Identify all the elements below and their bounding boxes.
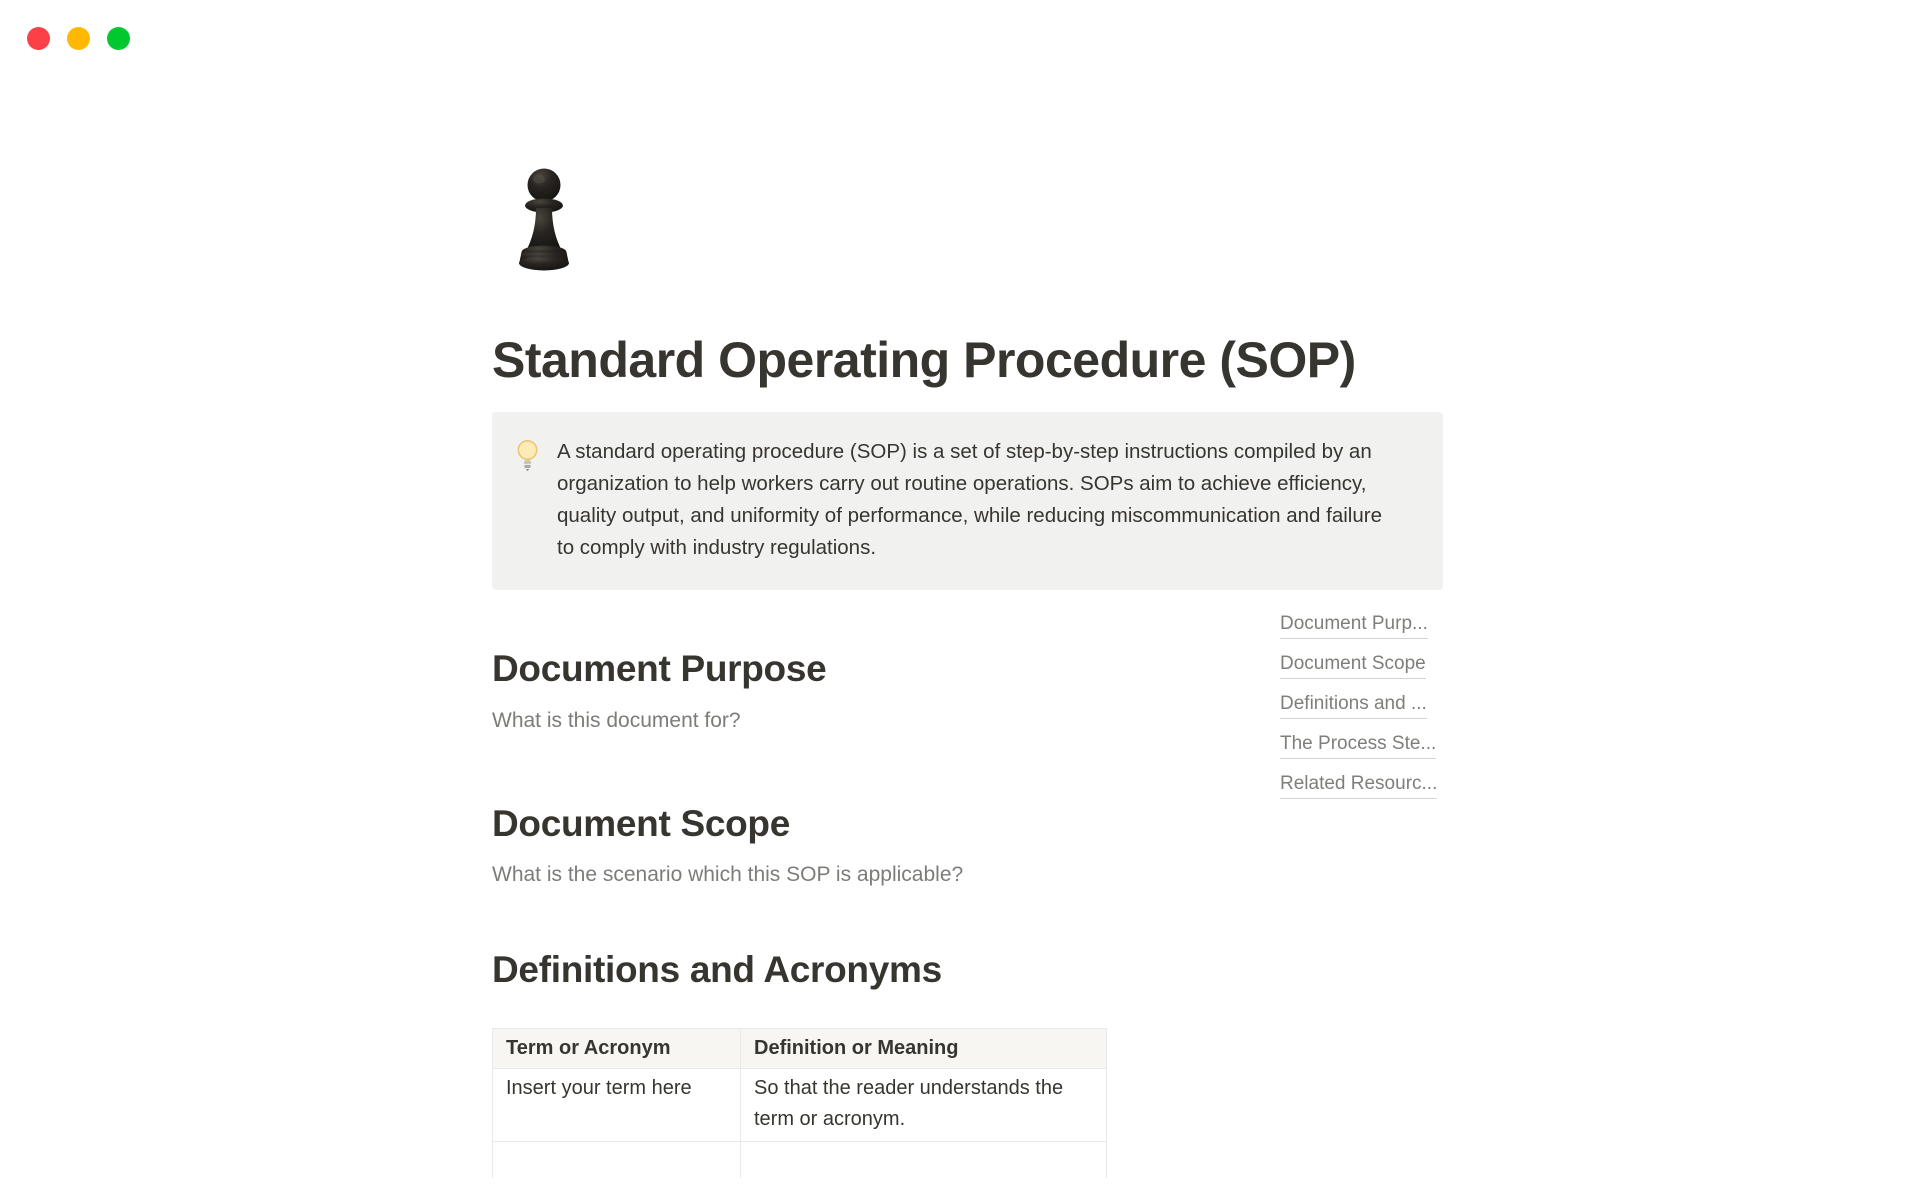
page-icon-button[interactable] <box>512 167 578 274</box>
zoom-window-button[interactable] <box>107 27 130 50</box>
table-row <box>493 1142 1107 1179</box>
page-title[interactable]: Standard Operating Procedure (SOP) <box>492 332 1356 388</box>
toc-link-process-steps[interactable]: The Process Ste... <box>1280 732 1436 759</box>
callout-text[interactable]: A standard operating procedure (SOP) is a set of step-by-step instructions compiled by an organization to help workers carry out routine operations. SOPs aim to achieve efficiency, quality output, and uniformity of performance, while reducing miscommunication and failure to comply with industry regulations. <box>557 440 1382 559</box>
toc-link-related-resources[interactable]: Related Resourc... <box>1280 772 1437 799</box>
heading-document-scope[interactable]: Document Scope <box>492 803 791 844</box>
window-controls <box>27 27 130 50</box>
placeholder-document-purpose[interactable]: What is this document for? <box>492 709 741 732</box>
heading-definitions-acronyms[interactable]: Definitions and Acronyms <box>492 949 942 990</box>
toc-link-document-purpose[interactable]: Document Purp... <box>1280 612 1428 639</box>
table-header-term[interactable]: Term or Acronym <box>493 1029 741 1069</box>
table-cell-definition[interactable]: So that the reader understands the term or acronym. <box>741 1069 1107 1142</box>
table-header-row <box>493 1029 1107 1069</box>
placeholder-document-scope[interactable]: What is the scenario which this SOP is applicable? <box>492 863 964 886</box>
light-bulb-icon <box>514 439 542 477</box>
close-window-button[interactable] <box>27 27 50 50</box>
table-cell-definition[interactable] <box>741 1142 1107 1179</box>
table-header-definition[interactable]: Definition or Meaning <box>741 1029 1107 1069</box>
minimize-window-button[interactable] <box>67 27 90 50</box>
toc-link-document-scope[interactable]: Document Scope <box>1280 652 1426 679</box>
table-cell-term[interactable]: Insert your term here <box>493 1069 741 1142</box>
table-of-contents <box>1280 612 1437 812</box>
toc-link-definitions-acronyms[interactable]: Definitions and ... <box>1280 692 1427 719</box>
definitions-table <box>492 1028 1108 1178</box>
callout-block[interactable] <box>492 412 1443 590</box>
black-chess-pawn-icon <box>512 167 578 274</box>
heading-document-purpose[interactable]: Document Purpose <box>492 648 827 689</box>
table-cell-term[interactable] <box>493 1142 741 1179</box>
table-row <box>493 1069 1107 1142</box>
